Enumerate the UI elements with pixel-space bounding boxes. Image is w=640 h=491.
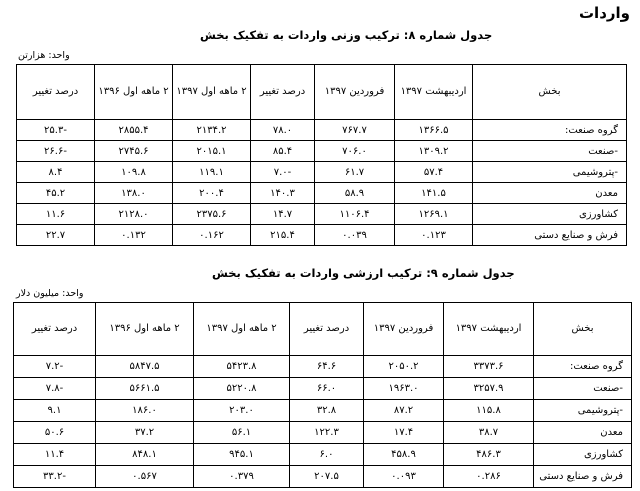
row-label: کشاورزی — [473, 204, 627, 225]
table-cell: ۲۸۵۵.۴ — [95, 120, 173, 141]
row-label: معدن — [473, 183, 627, 204]
header-row — [14, 303, 632, 356]
table-cell: ۶۴.۶ — [290, 356, 364, 378]
table-row — [14, 466, 632, 488]
table-cell: -۷.۲ — [14, 356, 96, 378]
table-cell: ۳۸.۷ — [444, 422, 534, 444]
table8 — [16, 64, 627, 246]
table-cell: ۲۱۲۸.۰ — [95, 204, 173, 225]
table-cell: ۵۲۲۰.۸ — [194, 378, 290, 400]
header-row — [17, 65, 627, 120]
table-cell: ۱۰۹.۸ — [95, 162, 173, 183]
column-header: بخش — [534, 303, 632, 356]
table-cell: ۹۴۵.۱ — [194, 444, 290, 466]
column-header: درصد تغییر — [14, 303, 96, 356]
table-cell: ۲۷۴۵.۶ — [95, 141, 173, 162]
table-cell: ۲۰۷.۵ — [290, 466, 364, 488]
table-cell: ۷۸.۰ — [251, 120, 315, 141]
table-cell: ۵۶.۱ — [194, 422, 290, 444]
table-cell: ۲۰۵۰.۲ — [364, 356, 444, 378]
column-header: ۲ ماهه اول ۱۳۹۷ — [173, 65, 251, 120]
table-cell: ۰.۰۳۹ — [315, 225, 395, 246]
table-cell: ۱۴۰.۳ — [251, 183, 315, 204]
table-row — [17, 225, 627, 246]
row-label: معدن — [534, 422, 632, 444]
table-cell: ۰.۱۳۲ — [95, 225, 173, 246]
row-label: کشاورزی — [534, 444, 632, 466]
table-cell: ۴۵۸.۹ — [364, 444, 444, 466]
table-cell: ۰.۳۷۹ — [194, 466, 290, 488]
table-cell: ۱۴.۷ — [251, 204, 315, 225]
column-header: فروردین ۱۳۹۷ — [315, 65, 395, 120]
column-header: ۲ ماهه اول ۱۳۹۶ — [95, 65, 173, 120]
table-cell: ۸۵.۴ — [251, 141, 315, 162]
table-cell: ۲۲.۷ — [17, 225, 95, 246]
table-cell: ۶.۰ — [290, 444, 364, 466]
table-cell: ۷۰۶.۰ — [315, 141, 395, 162]
table-cell: -۷.۸ — [14, 378, 96, 400]
table-row — [14, 356, 632, 378]
row-label: -صنعت — [473, 141, 627, 162]
table-cell: ۲۳۷۵.۶ — [173, 204, 251, 225]
table-cell: ۱۱۵.۸ — [444, 400, 534, 422]
row-label: -صنعت — [534, 378, 632, 400]
table-cell: ۵۰.۶ — [14, 422, 96, 444]
table-row — [17, 183, 627, 204]
row-label: -پتروشیمی — [534, 400, 632, 422]
table-cell: ۲۱۳۴.۲ — [173, 120, 251, 141]
column-header: فروردین ۱۳۹۷ — [364, 303, 444, 356]
table-cell: ۹.۱ — [14, 400, 96, 422]
table-cell: ۰.۱۶۲ — [173, 225, 251, 246]
table8-unit: واحد: هزارتن — [18, 50, 70, 61]
table-row — [17, 204, 627, 225]
table-cell: ۱۱.۴ — [14, 444, 96, 466]
column-header: اردیبهشت ۱۳۹۷ — [395, 65, 473, 120]
row-label: فرش و صنایع دستی — [473, 225, 627, 246]
table-cell: ۶۱.۷ — [315, 162, 395, 183]
table-cell: ۰.۲۸۶ — [444, 466, 534, 488]
table-cell: ۱۴۱.۵ — [395, 183, 473, 204]
table9-unit: واحد: میلیون دلار — [16, 288, 84, 299]
table-cell: ۲۱۵.۴ — [251, 225, 315, 246]
column-header: بخش — [473, 65, 627, 120]
table9 — [13, 302, 632, 488]
table-cell: ۳۲۵۷.۹ — [444, 378, 534, 400]
column-header: ۲ ماهه اول ۱۳۹۶ — [96, 303, 194, 356]
table-cell: ۵۷.۴ — [395, 162, 473, 183]
table-cell: ۲۰۰.۴ — [173, 183, 251, 204]
table-cell: ۶۶.۰ — [290, 378, 364, 400]
column-header: درصد تغییر — [251, 65, 315, 120]
page-title: واردات — [578, 4, 630, 22]
table-cell: ۱۲۶۹.۱ — [395, 204, 473, 225]
table-row — [14, 400, 632, 422]
column-header: درصد تغییر — [17, 65, 95, 120]
table-cell: ۰.۵۶۷ — [96, 466, 194, 488]
table-cell: ۳۳۷۳.۶ — [444, 356, 534, 378]
table-cell: ۸۷.۲ — [364, 400, 444, 422]
table-cell: ۲۰۱۵.۱ — [173, 141, 251, 162]
row-label: فرش و صنایع دستی — [534, 466, 632, 488]
table9-caption: جدول شماره ۹: ترکیب ارزشی واردات به تفکیک بخش — [212, 266, 515, 280]
table-cell: ۱۸۶.۰ — [96, 400, 194, 422]
row-label: گروه صنعت: — [473, 120, 627, 141]
table-cell: ۳۲.۸ — [290, 400, 364, 422]
column-header: ۲ ماهه اول ۱۳۹۷ — [194, 303, 290, 356]
table-cell: ۱۱.۶ — [17, 204, 95, 225]
table-cell: ۱۲۲.۳ — [290, 422, 364, 444]
column-header: درصد تغییر — [290, 303, 364, 356]
table-cell: -۲۵.۳ — [17, 120, 95, 141]
table-cell: ۱۹۶۳.۰ — [364, 378, 444, 400]
table-cell: -۳۳.۲ — [14, 466, 96, 488]
table-cell: ۱۱۹.۱ — [173, 162, 251, 183]
table-cell: ۷۶۷.۷ — [315, 120, 395, 141]
table-row — [14, 378, 632, 400]
table-cell: ۰.۰۹۳ — [364, 466, 444, 488]
table-cell: ۱۱۰۶.۴ — [315, 204, 395, 225]
table-cell: ۵۸.۹ — [315, 183, 395, 204]
table-row — [17, 162, 627, 183]
table-cell: ۱۳۸.۰ — [95, 183, 173, 204]
table-cell: ۱۷.۴ — [364, 422, 444, 444]
table-cell: -۷.۰ — [251, 162, 315, 183]
table-row — [17, 120, 627, 141]
row-label: -پتروشیمی — [473, 162, 627, 183]
table8-caption: جدول شماره ۸: ترکیب وزنی واردات به تفکیک بخش — [200, 28, 493, 42]
table-cell: ۲۰۳.۰ — [194, 400, 290, 422]
table-row — [17, 141, 627, 162]
table-cell: ۵۴۲۳.۸ — [194, 356, 290, 378]
table-cell: ۵۶۶۱.۵ — [96, 378, 194, 400]
table-cell: ۸۴۸.۱ — [96, 444, 194, 466]
table-row — [14, 444, 632, 466]
column-header: اردیبهشت ۱۳۹۷ — [444, 303, 534, 356]
table-cell: -۲۶.۶ — [17, 141, 95, 162]
table-cell: ۴۸۶.۳ — [444, 444, 534, 466]
table-cell: ۰.۱۲۳ — [395, 225, 473, 246]
table-cell: ۱۳۶۶.۵ — [395, 120, 473, 141]
row-label: گروه صنعت: — [534, 356, 632, 378]
table-cell: ۱۳۰۹.۲ — [395, 141, 473, 162]
table-cell: ۸.۴ — [17, 162, 95, 183]
table-cell: ۴۵.۲ — [17, 183, 95, 204]
table-cell: ۳۷.۲ — [96, 422, 194, 444]
table-cell: ۵۸۴۷.۵ — [96, 356, 194, 378]
table-row — [14, 422, 632, 444]
